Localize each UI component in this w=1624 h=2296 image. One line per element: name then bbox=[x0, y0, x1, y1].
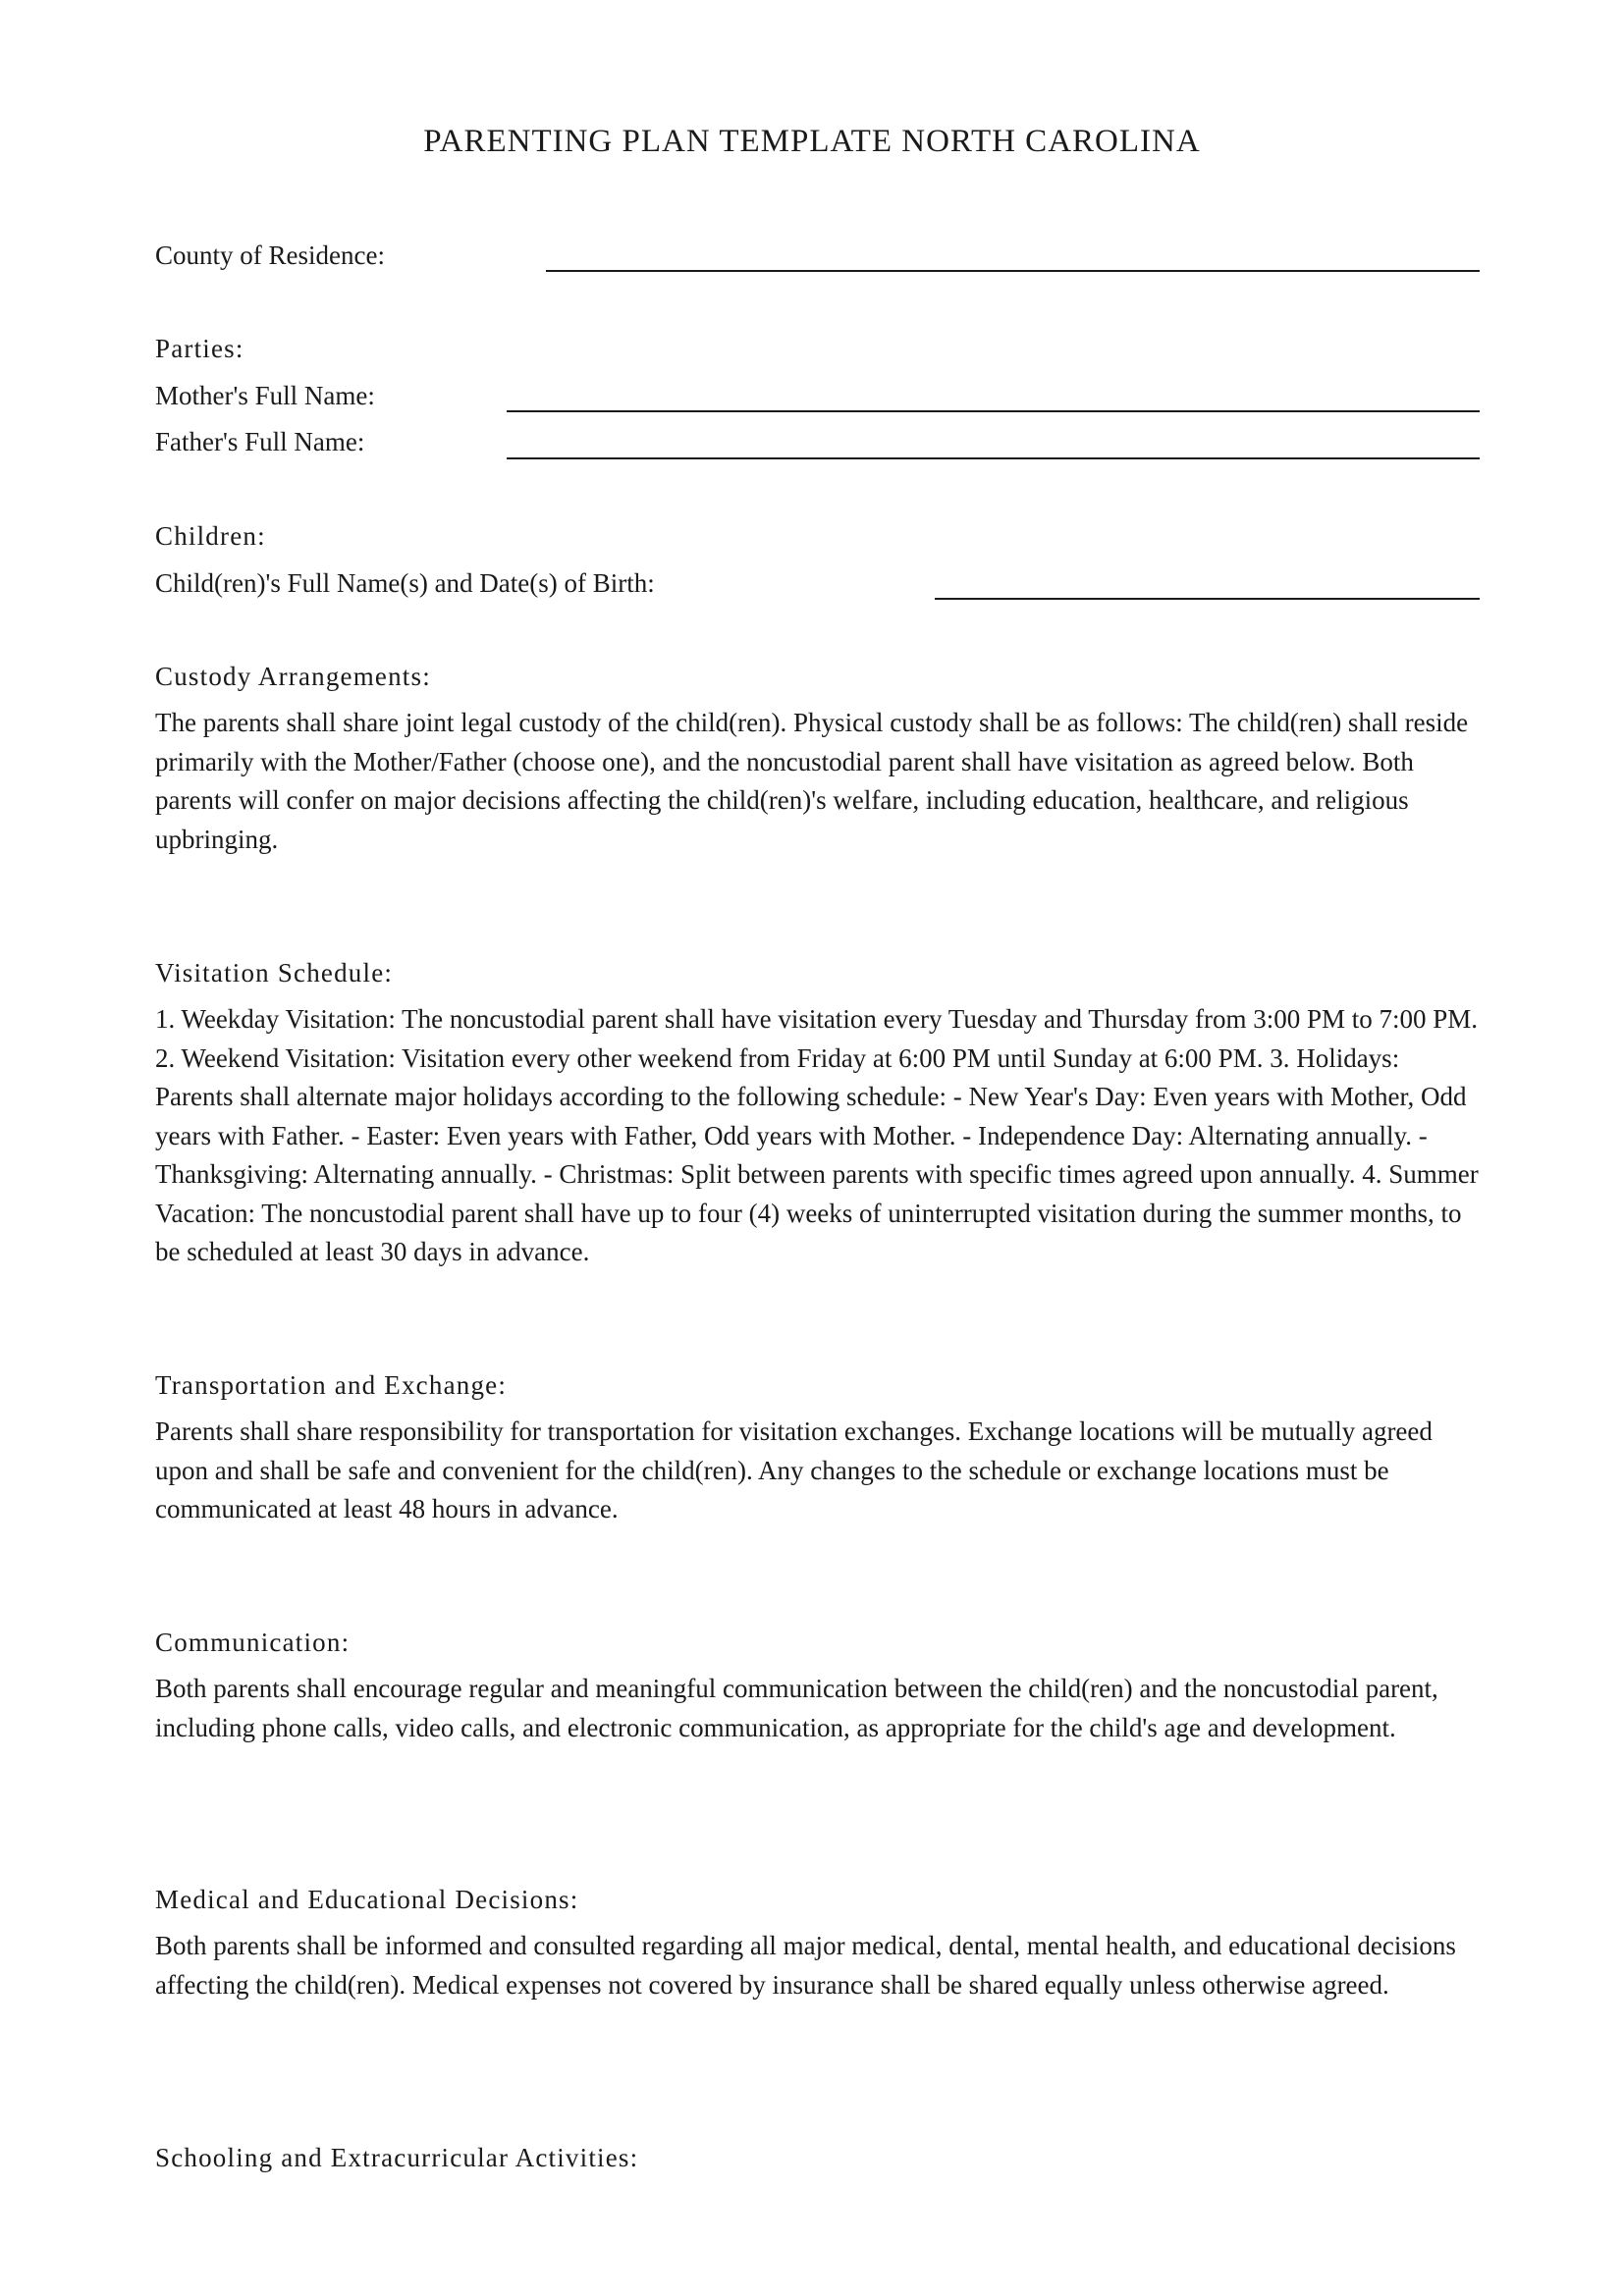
communication-paragraph: Both parents shall encourage regular and meaningful communication between the child(ren) and the noncustodial parent, including phone calls, video calls, and electronic communication, as appropriate for the child's age and development. bbox=[155, 1674, 1438, 1742]
visitation-heading: Visitation Schedule: bbox=[155, 958, 394, 988]
custody-heading: Custody Arrangements: bbox=[155, 662, 431, 691]
father-name-label: Father's Full Name: bbox=[155, 427, 365, 456]
document-title: PARENTING PLAN TEMPLATE NORTH CAROLINA bbox=[423, 124, 1201, 159]
custody-paragraph: The parents shall share joint legal custody of the child(ren). Physical custody shall be as follows: The child(ren) shall reside primarily with the Mother/Father (choose one), and the noncustodial parent shall have visitation as agreed below. Both parents will confer on major decisions affecting the child(ren)'s welfare, including education, healthcare, and religious upbringing. bbox=[155, 708, 1469, 854]
county-label: County of Residence: bbox=[155, 240, 385, 270]
mother-name-field[interactable] bbox=[507, 410, 1480, 412]
medical-paragraph: Both parents shall be informed and consulted regarding all major medical, dental, mental health, and educational decisions affecting the child(ren). Medical expenses not covered by insurance shall be shared equally unless otherwise agreed. bbox=[155, 1931, 1456, 2000]
mother-name-label: Mother's Full Name: bbox=[155, 381, 375, 410]
father-name-field[interactable] bbox=[507, 457, 1480, 459]
children-label: Child(ren)'s Full Name(s) and Date(s) of Birth: bbox=[155, 568, 655, 598]
county-field[interactable] bbox=[546, 270, 1480, 272]
visitation-paragraph: 1. Weekday Visitation: The noncustodial parent shall have visitation every Tuesday and Thursday from 3:00 PM to 7:00 PM. 2. Weekend Visitation: Visitation every other weekend from Friday at 6:00 PM until Sunday at 6:00 PM. 3. Holidays: Parents shall alternate major holidays according to the following schedule: - New Year's Day: Even years with Mother, Odd years with Father. - Easter: Even years with Father, Odd years with Mother. - Independence Day: Alternating annually. - Thanksgiving: Alternating annually. - Christmas: Split between parents with specific times agreed upon annually. 4. Summer Vacation: The noncustodial parent shall have up to four (4) weeks of uninterrupted visitation during the summer months, to be scheduled at least 30 days in advance. bbox=[155, 1004, 1479, 1266]
parties-heading: Parties: bbox=[155, 334, 244, 363]
communication-heading: Communication: bbox=[155, 1628, 351, 1657]
children-field[interactable] bbox=[935, 598, 1480, 600]
transportation-heading: Transportation and Exchange: bbox=[155, 1370, 508, 1400]
medical-heading: Medical and Educational Decisions: bbox=[155, 1885, 579, 1914]
children-heading: Children: bbox=[155, 521, 266, 551]
transportation-paragraph: Parents shall share responsibility for transportation for visitation exchanges. Exchange locations will be mutually agreed upon and shall be safe and convenient for the child(ren). Any changes to the schedule or exchange locations must be communicated at least 48 hours in advance. bbox=[155, 1416, 1433, 1523]
schooling-heading: Schooling and Extracurricular Activities: bbox=[155, 2143, 639, 2172]
